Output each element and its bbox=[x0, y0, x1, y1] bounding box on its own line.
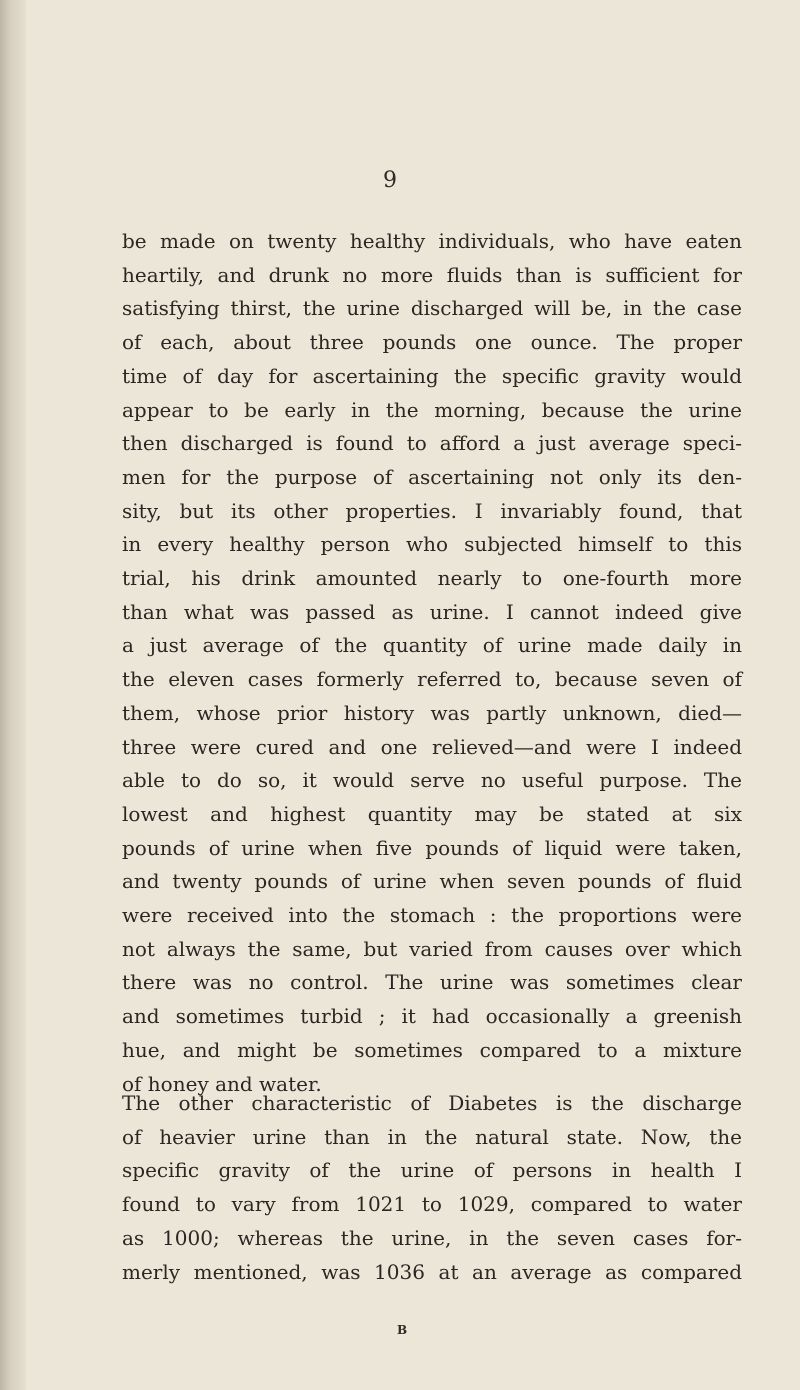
text-line: be made on twenty healthy individuals, who have eaten bbox=[122, 229, 742, 253]
paragraph-2 bbox=[122, 1087, 742, 1289]
text-line: as 1000; whereas the urine, in the seven cases for- bbox=[122, 1225, 742, 1250]
text-line: of each, about three pounds one ounce. The proper bbox=[122, 330, 742, 355]
text-line: a just average of the quantity of urine made daily in bbox=[122, 633, 742, 658]
text-line: trial, his drink amounted nearly to one-fourth more bbox=[122, 566, 742, 591]
page-binding-edge bbox=[0, 0, 26, 1390]
text-line: and twenty pounds of urine when seven pounds of fluid bbox=[122, 869, 742, 894]
text-line: not always the same, but varied from causes over which bbox=[122, 936, 742, 961]
page-number: 9 bbox=[383, 168, 397, 193]
text-line: men for the purpose of ascertaining not only its den- bbox=[122, 464, 742, 489]
text-line: were received into the stomach : the proportions were bbox=[122, 903, 742, 928]
text-line: able to do so, it would serve no useful purpose. The bbox=[122, 768, 742, 793]
text-line: heartily, and drunk no more fluids than is sufficient for bbox=[122, 262, 742, 287]
text-line: and sometimes turbid ; it had occasionally a greenish bbox=[122, 1004, 742, 1029]
text-line: satisfying thirst, the urine discharged will be, in the case bbox=[122, 296, 742, 321]
paragraph-1 bbox=[122, 225, 742, 1101]
text-line: then discharged is found to afford a just average speci- bbox=[122, 431, 742, 456]
text-line: time of day for ascertaining the specific gravity would bbox=[122, 363, 742, 388]
text-line: the eleven cases formerly referred to, because seven of bbox=[122, 667, 742, 692]
text-line: them, whose prior history was partly unknown, died— bbox=[122, 700, 742, 725]
text-line: pounds of urine when five pounds of liquid were taken, bbox=[122, 835, 742, 860]
text-line: sity, but its other properties. I invariably found, that bbox=[122, 498, 742, 523]
text-line: of heavier urine than in the natural state. Now, the bbox=[122, 1124, 742, 1149]
text-line: appear to be early in the morning, because the urine bbox=[122, 397, 742, 422]
text-line: than what was passed as urine. I cannot indeed give bbox=[122, 599, 742, 624]
text-line: there was no control. The urine was sometimes clear bbox=[122, 970, 742, 995]
text-line: in every healthy person who subjected himself to this bbox=[122, 532, 742, 557]
text-line: hue, and might be sometimes compared to a mixture bbox=[122, 1037, 742, 1062]
text-line: merly mentioned, was 1036 at an average as compared bbox=[122, 1259, 742, 1284]
text-line: specific gravity of the urine of persons in health I bbox=[122, 1158, 742, 1183]
text-line: found to vary from 1021 to 1029, compared to water bbox=[122, 1192, 742, 1217]
text-line: lowest and highest quantity may be stated at six bbox=[122, 801, 742, 826]
text-line: three were cured and one relieved—and were I indeed bbox=[122, 734, 742, 759]
signature-mark: B bbox=[397, 1323, 408, 1337]
text-line: of honey and water. bbox=[122, 1071, 322, 1096]
text-line: The other characteristic of Diabetes is the discharge bbox=[122, 1091, 742, 1115]
